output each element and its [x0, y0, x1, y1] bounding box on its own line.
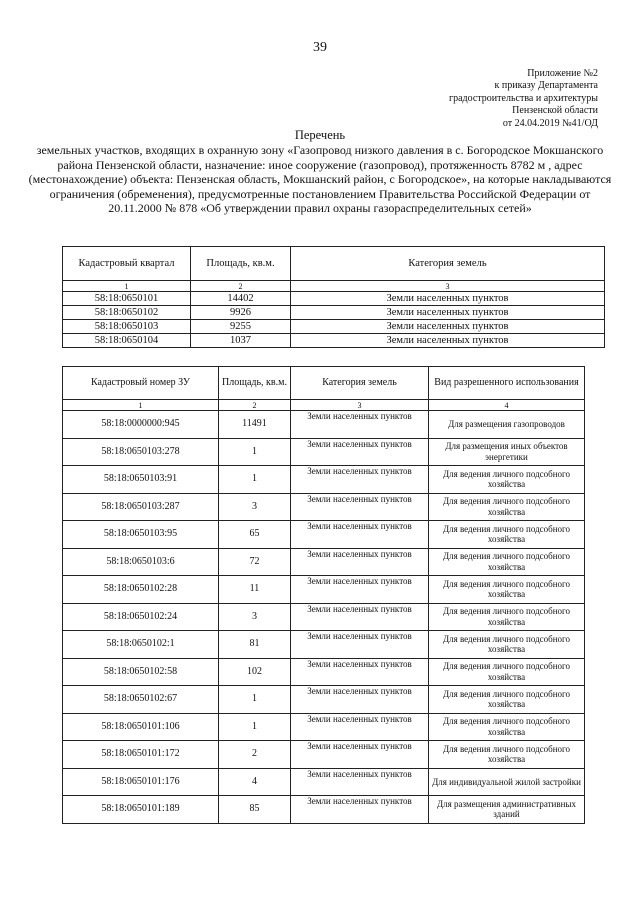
cell-permitted-use: Для ведения личного подсобного хозяйства	[429, 658, 585, 686]
cell-area: 1037	[191, 334, 291, 348]
column-index: 3	[291, 400, 429, 411]
cell-permitted-use: Для ведения личного подсобного хозяйства	[429, 466, 585, 494]
cell-area: 102	[219, 658, 291, 686]
column-index: 1	[63, 400, 219, 411]
table-header-row	[63, 367, 585, 400]
cell-land-category: Земли населенных пунктов	[291, 631, 429, 659]
cell-cadastral-number: 58:18:0650102:24	[63, 603, 219, 631]
header-area: Площадь, кв.м.	[191, 247, 291, 281]
cell-cadastral-number: 58:18:0650101:176	[63, 768, 219, 796]
table-row	[63, 334, 605, 348]
column-index: 3	[291, 281, 605, 292]
cell-cadastral-number: 58:18:0650102:67	[63, 686, 219, 714]
cell-cadastral-number: 58:18:0650103:287	[63, 493, 219, 521]
cell-area: 72	[219, 548, 291, 576]
cell-permitted-use: Для размещения административных зданий	[429, 796, 585, 824]
cell-land-category: Земли населенных пунктов	[291, 658, 429, 686]
cell-permitted-use: Для ведения личного подсобного хозяйства	[429, 686, 585, 714]
cell-area: 11491	[219, 411, 291, 439]
header-land-category: Категория земель	[291, 247, 605, 281]
column-index-row	[63, 400, 585, 411]
appendix-header	[449, 68, 598, 130]
header-land-category: Категория земель	[291, 367, 429, 400]
appendix-line: градостроительства и архитектуры	[449, 92, 598, 104]
cell-cadastral-number: 58:18:0650103:95	[63, 521, 219, 549]
cell-cadastral-number: 58:18:0650101:172	[63, 741, 219, 769]
cell-area: 2	[219, 741, 291, 769]
cell-permitted-use: Для ведения личного подсобного хозяйства	[429, 713, 585, 741]
cell-land-category: Земли населенных пунктов	[291, 603, 429, 631]
cell-land-category: Земли населенных пунктов	[291, 713, 429, 741]
cell-area: 85	[219, 796, 291, 824]
cell-area: 4	[219, 768, 291, 796]
table-row	[63, 631, 585, 659]
cell-permitted-use: Для ведения личного подсобного хозяйства	[429, 741, 585, 769]
cell-land-category: Земли населенных пунктов	[291, 320, 605, 334]
table-row	[63, 493, 585, 521]
table-row	[63, 686, 585, 714]
cell-permitted-use: Для ведения личного подсобного хозяйства	[429, 631, 585, 659]
cell-cadastral-number: 58:18:0650101:106	[63, 713, 219, 741]
column-index-row	[63, 281, 605, 292]
cell-area: 65	[219, 521, 291, 549]
cell-land-category: Земли населенных пунктов	[291, 292, 605, 306]
column-index: 4	[429, 400, 585, 411]
cell-land-category: Земли населенных пунктов	[291, 686, 429, 714]
table-row	[63, 741, 585, 769]
cell-area: 81	[219, 631, 291, 659]
cell-cadastral-number: 58:18:0650102:28	[63, 576, 219, 604]
table-row	[63, 411, 585, 439]
cadastral-quarters-table	[62, 246, 605, 348]
header-permitted-use: Вид разрешенного использования	[429, 367, 585, 400]
appendix-line: к приказу Департамента	[494, 80, 598, 92]
cell-land-category: Земли населенных пунктов	[291, 466, 429, 494]
cell-land-category: Земли населенных пунктов	[291, 521, 429, 549]
cell-land-category: Земли населенных пунктов	[291, 548, 429, 576]
cell-land-category: Земли населенных пунктов	[291, 334, 605, 348]
table-row	[63, 306, 605, 320]
cell-cadastral-number: 58:18:0650103:6	[63, 548, 219, 576]
cell-permitted-use: Для ведения личного подсобного хозяйства	[429, 548, 585, 576]
cell-permitted-use: Для ведения личного подсобного хозяйства	[429, 603, 585, 631]
cell-land-category: Земли населенных пунктов	[291, 306, 605, 320]
table-header-row	[63, 247, 605, 281]
cell-land-category: Земли населенных пунктов	[291, 438, 429, 466]
cell-cadastral-number: 58:18:0650103:278	[63, 438, 219, 466]
table-row	[63, 603, 585, 631]
table-row	[63, 576, 585, 604]
table-row	[63, 658, 585, 686]
cell-area: 1	[219, 438, 291, 466]
table-row	[63, 320, 605, 334]
cell-land-category: Земли населенных пунктов	[291, 576, 429, 604]
cell-area: 1	[219, 466, 291, 494]
cell-land-category: Земли населенных пунктов	[291, 796, 429, 824]
cell-land-category: Земли населенных пунктов	[291, 741, 429, 769]
document-title: Перечень	[294, 128, 346, 142]
cell-permitted-use: Для размещения иных объектов энергетики	[429, 438, 585, 466]
cell-cadastral-quarter: 58:18:0650101	[63, 292, 191, 306]
cell-cadastral-number: 58:18:0650102:1	[63, 631, 219, 659]
cell-area: 9255	[191, 320, 291, 334]
cell-area: 9926	[191, 306, 291, 320]
cell-area: 14402	[191, 292, 291, 306]
cell-land-category: Земли населенных пунктов	[291, 493, 429, 521]
cell-cadastral-quarter: 58:18:0650103	[63, 320, 191, 334]
column-index: 2	[191, 281, 291, 292]
table-row	[63, 438, 585, 466]
table-row	[63, 548, 585, 576]
cell-cadastral-number: 58:18:0650102:58	[63, 658, 219, 686]
cell-permitted-use: Для индивидуальной жилой застройки	[429, 768, 585, 796]
table-row	[63, 796, 585, 824]
table-row	[63, 292, 605, 306]
cell-area: 3	[219, 493, 291, 521]
land-plots-table	[62, 366, 585, 824]
appendix-line: от 24.04.2019 №41/ОД	[502, 117, 598, 129]
appendix-line: Приложение №2	[527, 68, 598, 79]
cell-land-category: Земли населенных пунктов	[291, 768, 429, 796]
header-cadastral-quarter: Кадастровый квартал	[63, 247, 191, 281]
appendix-line: Пензенской области	[512, 105, 598, 117]
cell-area: 1	[219, 713, 291, 741]
cell-cadastral-number: 58:18:0000000:945	[63, 411, 219, 439]
cell-permitted-use: Для размещения газопроводов	[429, 411, 585, 439]
cell-land-category: Земли населенных пунктов	[291, 411, 429, 439]
header-area: Площадь, кв.м.	[219, 367, 291, 400]
table-row	[63, 768, 585, 796]
header-cadastral-number: Кадастровый номер ЗУ	[63, 367, 219, 400]
table-row	[63, 521, 585, 549]
table-row	[63, 466, 585, 494]
cell-area: 3	[219, 603, 291, 631]
cell-permitted-use: Для ведения личного подсобного хозяйства	[429, 493, 585, 521]
table-row	[63, 713, 585, 741]
cell-cadastral-quarter: 58:18:0650102	[63, 306, 191, 320]
cell-cadastral-number: 58:18:0650101:189	[63, 796, 219, 824]
cell-cadastral-quarter: 58:18:0650104	[63, 334, 191, 348]
page-number: 39	[313, 40, 327, 55]
column-index: 1	[63, 281, 191, 292]
document-subtitle: земельных участков, входящих в охранную зону «Газопровод низкого давления в с. Богородское Мокшанского района Пензенской области, назначение: иное сооружение (газопровод), протяженность 8782 м , адрес (местонахождение) объекта: Пензенская область, Мокшанский район, с Богородское», на которые накладываются ограничения (обременения), предусмотренные постановлением Правительства Российской Федерации от 20.11.2000 № 878 «Об утверждении правил охраны газораспределительных сетей»	[28, 143, 612, 216]
cell-permitted-use: Для ведения личного подсобного хозяйства	[429, 521, 585, 549]
cell-area: 11	[219, 576, 291, 604]
cell-cadastral-number: 58:18:0650103:91	[63, 466, 219, 494]
column-index: 2	[219, 400, 291, 411]
cell-area: 1	[219, 686, 291, 714]
cell-permitted-use: Для ведения личного подсобного хозяйства	[429, 576, 585, 604]
